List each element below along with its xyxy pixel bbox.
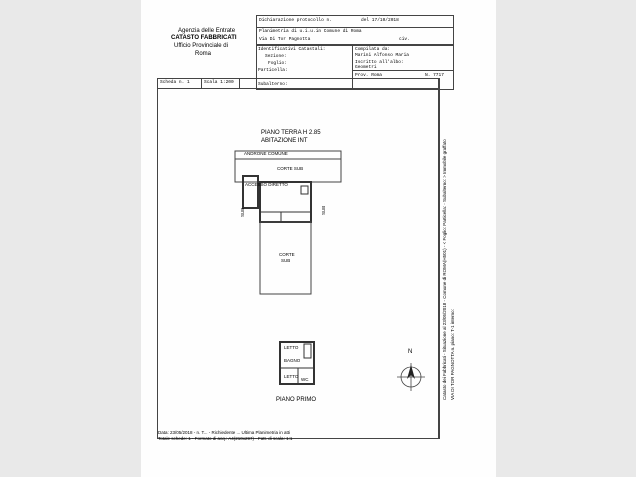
corte-label: CORTE	[279, 252, 295, 257]
room-label: LETTO	[284, 345, 299, 350]
compiler-name: Marini Alfonso Maria	[355, 53, 410, 58]
main-room	[260, 182, 311, 222]
registration-number: N. 7717	[425, 73, 444, 78]
side-text-left: Catasto dei Fabbricati - Situazione al 23/05/2018 - Comune di ROMA(H501) - < Foglio: Particella: - Subalterno: > Immobile graffato	[442, 139, 447, 400]
albo-value: Geometri	[355, 65, 377, 70]
footer-line-2: Totale schede: 1 - Formato di acq.: A4(210x297) - Fatt. di scala: 1:1	[158, 436, 293, 441]
declaration-date: del 17/10/2018	[361, 18, 399, 23]
floor-title: PIANO TERRA H 2.85	[261, 130, 321, 136]
left-room	[243, 176, 258, 208]
stair	[301, 186, 308, 194]
catasto-title: CATASTO FABBRICATI	[171, 35, 237, 41]
plan-line: Planimetria di u.i.u.in Comune di Roma	[259, 29, 362, 34]
north-label: N	[408, 349, 413, 355]
footer-line-1: Data: 23/05/2018 - n. T... - Richiedente ... Ultima Planimetria in atti	[158, 430, 290, 435]
sezione-label: Sezione:	[265, 54, 287, 59]
ident-title: Identificativi Catastali:	[258, 47, 326, 52]
province: Prov. Roma	[355, 73, 383, 78]
compilata-label: Compilata da:	[355, 47, 391, 52]
declaration-label: Dichiarazione protocollo n.	[259, 18, 332, 23]
street-name: Via Di Tor Pagnotta	[259, 37, 311, 42]
floor-subtitle: ABITAZIONE INT	[261, 138, 308, 144]
foglio-label: Foglio:	[268, 61, 287, 66]
sub-left-label: SUB	[240, 207, 245, 217]
agency-name: Agenzia delle Entrate	[178, 28, 236, 34]
divider	[201, 78, 202, 88]
room-label: WC	[301, 377, 309, 382]
divider	[239, 78, 240, 88]
left-room-label: ACCESSO DIRETTO	[245, 182, 288, 187]
stair	[304, 344, 311, 358]
side-text-right: VIA DI TOR PAGNOTTA n. piano: T-1 interno:	[450, 309, 455, 400]
scheda-label: Scheda n. 1	[160, 80, 190, 85]
sub-right-label: SUB	[321, 205, 326, 215]
room-label: LETTO	[284, 374, 299, 379]
divider	[438, 78, 439, 438]
divider	[157, 88, 439, 89]
divider	[352, 70, 453, 71]
document-sheet	[141, 0, 496, 477]
north-arrow-icon	[393, 353, 429, 393]
iscritto-label: Iscritto all'albo:	[355, 60, 404, 65]
divider	[256, 27, 453, 28]
piano-primo-label: PIANO PRIMO	[276, 397, 317, 403]
particella-label: Particella:	[258, 68, 288, 73]
civic-label: civ.	[399, 37, 410, 42]
ufficio-label: Ufficio Provinciale di	[174, 43, 228, 49]
corte-sub: SUB	[281, 258, 291, 263]
scale-label: Scala 1:200	[204, 80, 234, 85]
subalterno-label: Subalterno:	[258, 82, 288, 87]
ufficio-city: Roma	[195, 51, 212, 57]
room-label: BAGNO	[284, 358, 301, 363]
corte-sub-label: CORTE SUB	[277, 166, 304, 171]
corridor-label: ANDRONE COMUNE	[244, 151, 288, 156]
